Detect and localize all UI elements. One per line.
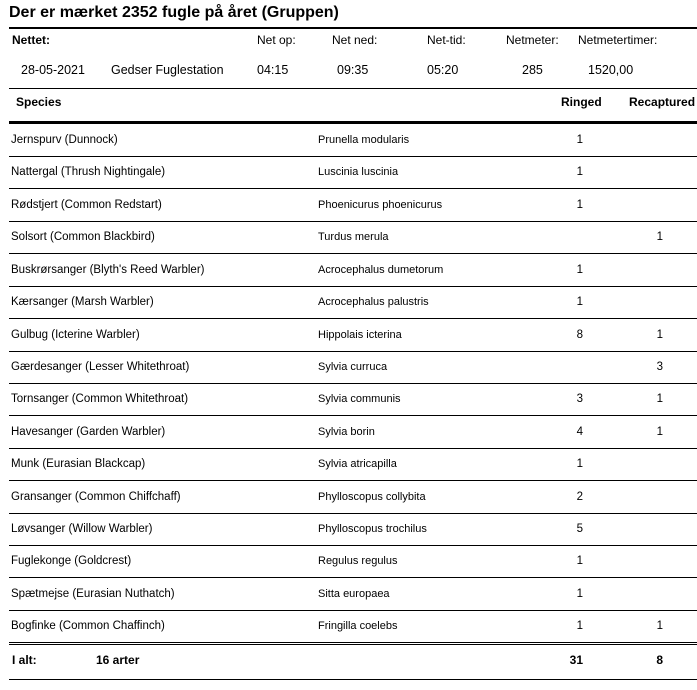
species-latin-name: Turdus merula	[318, 231, 389, 243]
recaptured-count: 1	[656, 231, 663, 243]
row-divider	[9, 318, 697, 319]
table-row	[9, 255, 697, 287]
species-latin-name: Prunella modularis	[318, 134, 410, 146]
page-title: Der er mærket 2352 fugle på året (Gruppen)	[9, 4, 339, 21]
table-row	[9, 546, 697, 578]
table-row	[9, 417, 697, 449]
table-row	[9, 514, 697, 546]
ringed-count: 1	[576, 296, 583, 308]
net-down-value: 09:35	[337, 63, 369, 77]
column-header-recaptured: Recaptured	[629, 95, 696, 109]
species-latin-name: Sylvia curruca	[318, 361, 388, 373]
total-ringed: 31	[569, 653, 583, 667]
species-common-name: Spætmejse (Eurasian Nuthatch)	[11, 588, 175, 600]
species-common-name: Rødstjert (Common Redstart)	[11, 199, 162, 211]
species-latin-name: Hippolais icterina	[318, 329, 402, 341]
species-common-name: Gransanger (Common Chiffchaff)	[11, 491, 181, 503]
ringed-count: 1	[576, 620, 583, 632]
total-label: I alt:	[12, 653, 37, 667]
net-up-label: Net op:	[257, 33, 296, 47]
table-row	[9, 320, 697, 352]
species-latin-name: Sylvia borin	[318, 426, 375, 438]
table-row	[9, 579, 697, 611]
net-time-label: Net-tid:	[427, 33, 466, 47]
species-common-name: Bogfinke (Common Chaffinch)	[11, 620, 165, 632]
table-row	[9, 449, 697, 481]
table-row	[9, 190, 697, 222]
recaptured-count: 1	[656, 426, 663, 438]
net-meter-label: Netmeter:	[506, 33, 559, 47]
species-common-name: Buskrørsanger (Blyth's Reed Warbler)	[11, 264, 205, 276]
table-row	[9, 287, 697, 319]
species-common-name: Fuglekonge (Goldcrest)	[11, 555, 132, 567]
footer-divider	[9, 679, 697, 680]
net-down-label: Net ned:	[332, 33, 378, 47]
net-up-value: 04:15	[257, 63, 289, 77]
table-row	[9, 384, 697, 416]
species-common-name: Jernspurv (Dunnock)	[11, 134, 118, 146]
recaptured-count: 3	[656, 361, 663, 373]
table-row	[9, 482, 697, 514]
species-latin-name: Sitta europaea	[318, 588, 390, 600]
title-divider	[9, 27, 697, 29]
species-latin-name: Acrocephalus palustris	[318, 296, 429, 308]
net-meter-hours-value: 1520,00	[588, 63, 634, 77]
species-latin-name: Sylvia communis	[318, 393, 401, 405]
table-row	[9, 157, 697, 189]
total-divider	[9, 644, 697, 645]
species-common-name: Havesanger (Garden Warbler)	[11, 426, 166, 438]
species-common-name: Tornsanger (Common Whitethroat)	[11, 393, 189, 405]
species-latin-name: Luscinia luscinia	[318, 166, 399, 178]
ringed-count: 1	[576, 199, 583, 211]
row-divider	[9, 415, 697, 416]
row-divider	[9, 480, 697, 481]
net-divider	[9, 88, 697, 89]
table-row	[9, 125, 697, 157]
ringed-count: 3	[576, 393, 583, 405]
species-latin-name: Phoenicurus phoenicurus	[318, 199, 443, 211]
net-meter-value: 285	[522, 63, 543, 77]
column-header-ringed: Ringed	[561, 95, 602, 109]
header-divider	[9, 121, 697, 124]
net-date: 28-05-2021	[21, 63, 85, 77]
recaptured-count: 1	[656, 329, 663, 341]
species-latin-name: Phylloscopus collybita	[318, 491, 426, 503]
species-common-name: Munk (Eurasian Blackcap)	[11, 458, 146, 470]
recaptured-count: 1	[656, 620, 663, 632]
species-latin-name: Sylvia atricapilla	[318, 458, 397, 470]
species-common-name: Nattergal (Thrush Nightingale)	[11, 166, 166, 178]
net-label: Nettet:	[12, 33, 50, 47]
species-common-name: Løvsanger (Willow Warbler)	[11, 523, 153, 535]
ringed-count: 1	[576, 166, 583, 178]
ringed-count: 2	[576, 491, 583, 503]
table-row	[9, 222, 697, 254]
species-latin-name: Regulus regulus	[318, 555, 398, 567]
net-time-value: 05:20	[427, 63, 459, 77]
ringed-count: 1	[576, 264, 583, 276]
row-divider	[9, 577, 697, 578]
total-species-count: 16 arter	[96, 653, 140, 667]
total-recaptured: 8	[656, 653, 663, 667]
ringed-count: 4	[576, 426, 583, 438]
species-latin-name: Acrocephalus dumetorum	[318, 264, 444, 276]
species-latin-name: Phylloscopus trochilus	[318, 523, 427, 535]
column-header-species: Species	[16, 95, 62, 109]
net-meter-hours-label: Netmetertimer:	[578, 33, 658, 47]
recaptured-count: 1	[656, 393, 663, 405]
row-divider	[9, 253, 697, 254]
ringed-count: 1	[576, 458, 583, 470]
species-common-name: Kærsanger (Marsh Warbler)	[11, 296, 154, 308]
table-row	[9, 352, 697, 384]
net-location: Gedser Fuglestation	[111, 63, 224, 77]
ringed-count: 1	[576, 134, 583, 146]
ringed-count: 1	[576, 555, 583, 567]
ringed-count: 5	[576, 523, 583, 535]
row-divider	[9, 642, 697, 643]
species-common-name: Gærdesanger (Lesser Whitethroat)	[11, 361, 190, 373]
species-common-name: Solsort (Common Blackbird)	[11, 231, 155, 243]
table-row	[9, 611, 697, 643]
row-divider	[9, 188, 697, 189]
ringed-count: 1	[576, 588, 583, 600]
species-common-name: Gulbug (Icterine Warbler)	[11, 329, 140, 341]
species-latin-name: Fringilla coelebs	[318, 620, 398, 632]
ringed-count: 8	[576, 329, 583, 341]
